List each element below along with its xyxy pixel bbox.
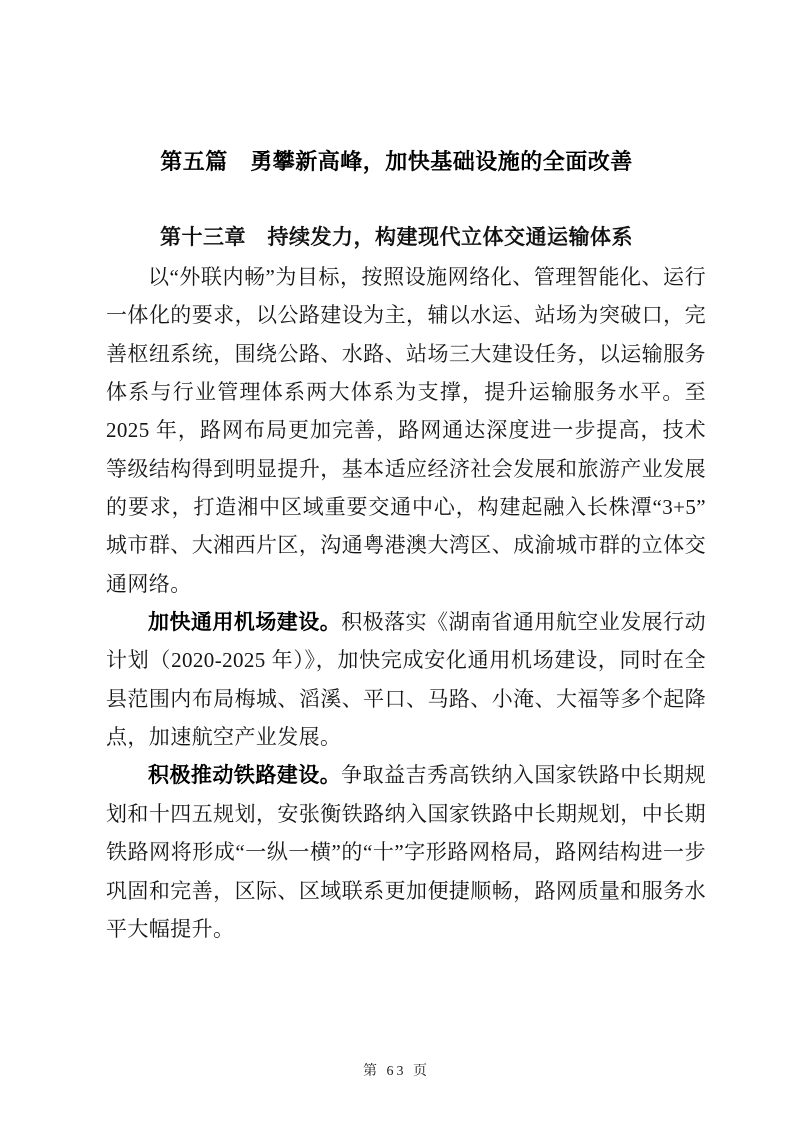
paragraph-airport [106, 603, 706, 756]
document-body [106, 258, 706, 948]
paragraph-railway [106, 756, 706, 948]
page-number: 第 63 页 [363, 1064, 430, 1079]
paragraph-railway-text: 争取益吉秀高铁纳入国家铁路中长期规划和十四五规划，安张衡铁路纳入国家铁路中长期规划，中长期铁路网将形成“一纵一横”的“十”字形路网格局，路网结构进一步巩固和完善，区际、区域联系更加便捷顺畅，路网质量和服务水平大幅提升。 [106, 763, 706, 941]
page-footer [0, 1060, 793, 1080]
paragraph-railway-lead: 积极推动铁路建设。 [148, 763, 342, 788]
section-title: 第五篇 勇攀新高峰，加快基础设施的全面改善 [160, 149, 633, 174]
chapter-heading: 第十三章 持续发力，构建现代立体交通运输体系 [160, 225, 633, 249]
paragraph-overview [106, 258, 706, 603]
paragraph-airport-lead: 加快通用机场建设。 [148, 610, 342, 635]
paragraph-airport-text: 积极落实《湖南省通用航空业发展行动计划（2020-2025 年）》，加快完成安化通用机场建设，同时在全县范围内布局梅城、滔溪、平口、马路、小淹、大福等多个起降点，加速航空产业发展。 [106, 610, 706, 750]
paragraph-overview-text: 以“外联内畅”为目标，按照设施网络化、管理智能化、运行一体化的要求，以公路建设为主，辅以水运、站场为突破口，完善枢纽系统，围绕公路、水路、站场三大建设任务，以运输服务体系与行业管理体系两大体系为支撑，提升运输服务水平。至 2025 年，路网布局更加完善，路网通达深度进一步提高，技术等级结构得到明显提升，基本适应经济社会发展和旅游产业发展的要求，打造湘中区域重要交通中心，构建起融入长株潭“3+5”城市群、大湘西片区，沟通粤港澳大湾区、成渝城市群的立体交通网络。 [106, 265, 706, 596]
